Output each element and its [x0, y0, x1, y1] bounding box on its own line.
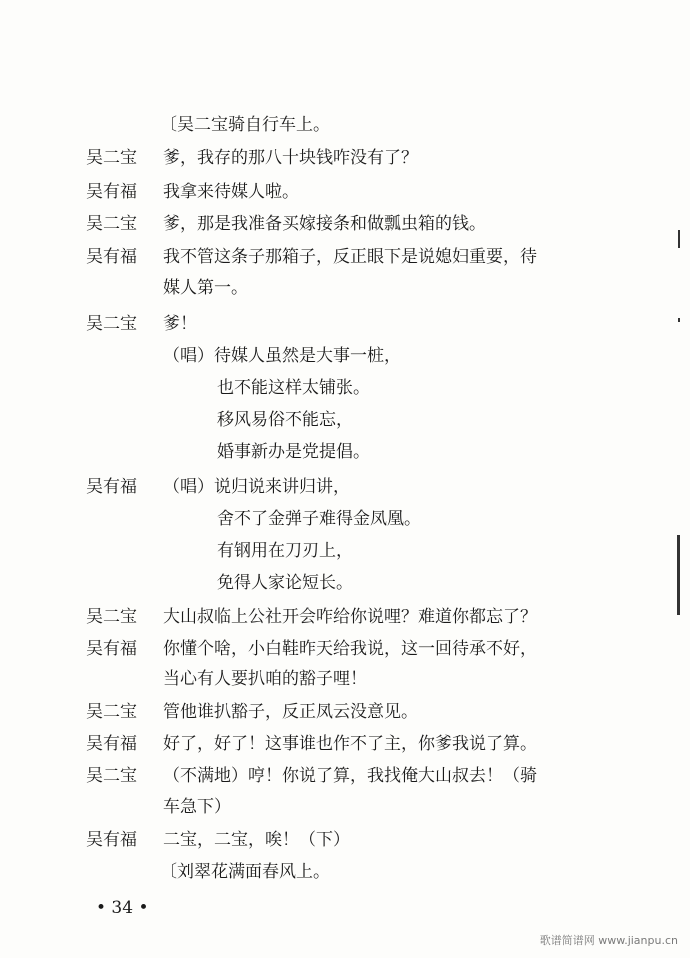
scan-edge-mark — [677, 535, 680, 615]
script-line — [0, 110, 690, 140]
speaker-name: 吴有福 — [86, 734, 137, 754]
script-line — [0, 341, 690, 371]
script-line — [0, 273, 690, 303]
speaker-name: 吴二宝 — [86, 766, 137, 786]
script-line — [0, 373, 690, 403]
script-line — [0, 242, 690, 272]
line-text: （唱）说归说来讲归讲， — [163, 477, 350, 497]
speaker-name: 吴有福 — [86, 477, 137, 497]
line-text: 我不管这条子那箱子，反正眼下是说媳妇重要，待 — [163, 247, 537, 267]
script-line — [0, 664, 690, 694]
line-text: 也不能这样太铺张。 — [217, 378, 370, 398]
script-line — [0, 792, 690, 822]
line-text: 大山叔临上公社开会咋给你说哩？难道你都忘了？ — [163, 607, 537, 627]
line-text: 二宝，二宝，唉！（下） — [163, 830, 350, 850]
script-line — [0, 177, 690, 207]
speaker-name: 吴有福 — [86, 247, 137, 267]
line-text: 我拿来待媒人啦。 — [163, 182, 299, 202]
stage-direction: 〔吴二宝骑自行车上。 — [160, 115, 330, 135]
line-text: 爹，那是我准备买嫁接条和做瓢虫箱的钱。 — [163, 214, 486, 234]
line-text: 移风易俗不能忘， — [217, 410, 353, 430]
line-text: 你懂个啥，小白鞋昨天给我说，这一回待承不好， — [163, 639, 537, 659]
line-text: 好了，好了！这事谁也作不了主，你爹我说了算。 — [163, 734, 537, 754]
script-line — [0, 761, 690, 791]
speaker-name: 吴二宝 — [86, 214, 137, 234]
script-line — [0, 143, 690, 173]
line-text: 有钢用在刀刃上， — [217, 541, 353, 561]
script-line — [0, 536, 690, 566]
script-line — [0, 729, 690, 759]
script-line — [0, 857, 690, 887]
script-line — [0, 309, 690, 339]
line-text: 车急下） — [163, 797, 231, 817]
script-line — [0, 602, 690, 632]
script-line — [0, 504, 690, 534]
script-line — [0, 405, 690, 435]
page-number: • 34 • — [96, 898, 149, 918]
line-text: （不满地）哼！你说了算，我找俺大山叔去！（骑 — [163, 766, 537, 786]
speaker-name: 吴二宝 — [86, 314, 137, 334]
speaker-name: 吴有福 — [86, 830, 137, 850]
speaker-name: 吴二宝 — [86, 148, 137, 168]
speaker-name: 吴有福 — [86, 182, 137, 202]
scan-edge-mark — [678, 318, 680, 322]
line-text: 媒人第一。 — [163, 278, 248, 298]
stage-direction: 〔刘翠花满面春风上。 — [160, 862, 330, 882]
script-line — [0, 472, 690, 502]
line-text: 舍不了金弹子难得金凤凰。 — [217, 509, 421, 529]
line-text: 管他谁扒豁子，反正凤云没意见。 — [163, 702, 418, 722]
speaker-name: 吴有福 — [86, 639, 137, 659]
line-text: 爹，我存的那八十块钱咋没有了？ — [163, 148, 418, 168]
line-text: 当心有人要扒咱的豁子哩！ — [163, 669, 367, 689]
script-line — [0, 437, 690, 467]
line-text: 爹！ — [163, 314, 197, 334]
line-text: 免得人家论短长。 — [217, 573, 353, 593]
script-line — [0, 634, 690, 664]
script-line — [0, 209, 690, 239]
speaker-name: 吴二宝 — [86, 607, 137, 627]
script-line — [0, 825, 690, 855]
speaker-name: 吴二宝 — [86, 702, 137, 722]
script-line — [0, 697, 690, 727]
line-text: （唱）待媒人虽然是大事一桩， — [163, 346, 401, 366]
watermark: 歌谱简谱网 www.jianpu.cn — [539, 934, 678, 947]
line-text: 婚事新办是党提倡。 — [217, 442, 370, 462]
scan-edge-mark — [678, 230, 680, 248]
script-line — [0, 568, 690, 598]
